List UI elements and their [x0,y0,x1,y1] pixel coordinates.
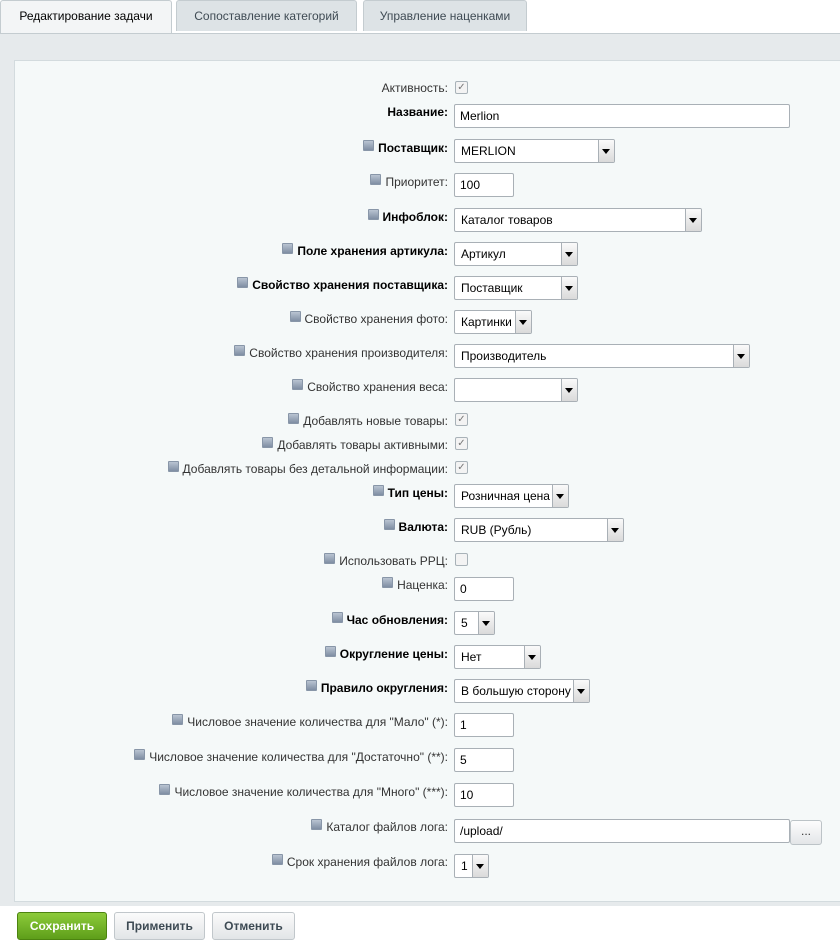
few-label: Числовое значение количества для "Мало" (*): [0,714,448,729]
article-field-select[interactable]: Артикул [454,242,578,266]
tab-edit-task[interactable]: Редактирование задачи [0,0,172,34]
photo-prop-select[interactable]: Картинки [454,310,532,334]
iblock-label: Инфоблок: [0,209,448,224]
many-input[interactable]: 10 [454,783,514,807]
chevron-down-icon [524,646,540,668]
chevron-down-icon [561,243,577,265]
supplier-prop-select[interactable]: Поставщик [454,276,578,300]
add-active-label: Добавлять товары активными: [0,437,448,452]
log-keep-label: Срок хранения файлов лога: [0,854,448,869]
use-rrp-label: Использовать РРЦ: [0,553,448,568]
supplier-label: Поставщик: [0,140,448,155]
help-icon[interactable] [311,819,322,830]
rounding-select[interactable]: Нет [454,645,541,669]
iblock-select[interactable]: Каталог товаров [454,208,702,232]
help-icon[interactable] [370,174,381,185]
tab-bar [0,0,840,34]
photo-prop-label: Свойство хранения фото: [0,311,448,326]
update-hour-select[interactable]: 5 [454,611,495,635]
rounding-label: Округление цены: [0,646,448,661]
currency-label: Валюта: [0,519,448,534]
apply-button[interactable]: Применить [114,912,205,940]
rounding-rule-select[interactable]: В большую сторону [454,679,590,703]
currency-select[interactable]: RUB (Рубль) [454,518,624,542]
help-icon[interactable] [384,519,395,530]
help-icon[interactable] [168,461,179,472]
few-input[interactable]: 1 [454,713,514,737]
chevron-down-icon [685,209,701,231]
help-icon[interactable] [234,345,245,356]
use-rrp-checkbox[interactable] [455,553,468,566]
article-field-label: Поле хранения артикула: [0,243,448,258]
help-icon[interactable] [262,437,273,448]
tab-markup-management[interactable]: Управление наценками [363,0,527,31]
help-icon[interactable] [382,577,393,588]
help-icon[interactable] [288,413,299,424]
enough-input[interactable]: 5 [454,748,514,772]
log-keep-select[interactable]: 1 [454,854,489,878]
chevron-down-icon [472,855,488,877]
help-icon[interactable] [373,485,384,496]
help-icon[interactable] [282,243,293,254]
log-dir-label: Каталог файлов лога: [0,819,448,834]
help-icon[interactable] [134,749,145,760]
markup-input[interactable]: 0 [454,577,514,601]
chevron-down-icon [561,277,577,299]
tab-category-mapping[interactable]: Сопоставление категорий [176,0,357,31]
supplier-select[interactable]: MERLION [454,139,615,163]
help-icon[interactable] [332,612,343,623]
rounding-rule-label: Правило округления: [0,680,448,695]
weight-prop-select[interactable] [454,378,578,402]
weight-prop-label: Свойство хранения веса: [0,379,448,394]
chevron-down-icon [598,140,614,162]
help-icon[interactable] [325,646,336,657]
name-input[interactable]: Merlion [454,104,790,128]
chevron-down-icon [607,519,623,541]
help-icon[interactable] [292,379,303,390]
help-icon[interactable] [363,140,374,151]
add-active-checkbox[interactable]: ✓ [455,437,468,450]
chevron-down-icon [733,345,749,367]
priority-label: Приоритет: [0,174,448,189]
save-button[interactable]: Сохранить [17,912,107,940]
help-icon[interactable] [368,209,379,220]
log-dir-input[interactable]: /upload/ [454,819,790,843]
supplier-prop-label: Свойство хранения поставщика: [0,277,448,292]
many-label: Числовое значение количества для "Много" (***): [0,784,448,799]
help-icon[interactable] [272,854,283,865]
markup-label: Наценка: [0,577,448,592]
cancel-button[interactable]: Отменить [212,912,295,940]
chevron-down-icon [561,379,577,401]
chevron-down-icon [478,612,494,634]
help-icon[interactable] [159,784,170,795]
manufacturer-prop-select[interactable]: Производитель [454,344,750,368]
manufacturer-prop-label: Свойство хранения производителя: [0,345,448,360]
help-icon[interactable] [172,714,183,725]
chevron-down-icon [573,680,589,702]
name-label: Название: [387,105,448,119]
add-no-detail-label: Добавлять товары без детальной информации: [0,461,448,476]
active-label: Активность: [381,81,448,95]
priority-input[interactable]: 100 [454,173,514,197]
chevron-down-icon [515,311,531,333]
add-new-checkbox[interactable]: ✓ [455,413,468,426]
add-new-label: Добавлять новые товары: [0,413,448,428]
help-icon[interactable] [324,553,335,564]
enough-label: Числовое значение количества для "Достаточно" (**): [0,749,448,764]
price-type-label: Тип цены: [0,485,448,500]
help-icon[interactable] [290,311,301,322]
help-icon[interactable] [237,277,248,288]
active-checkbox[interactable]: ✓ [455,81,468,94]
browse-button[interactable]: ... [790,820,822,845]
add-no-detail-checkbox[interactable]: ✓ [455,461,468,474]
price-type-select[interactable]: Розничная цена [454,484,569,508]
chevron-down-icon [552,485,568,507]
update-hour-label: Час обновления: [0,612,448,627]
help-icon[interactable] [306,680,317,691]
